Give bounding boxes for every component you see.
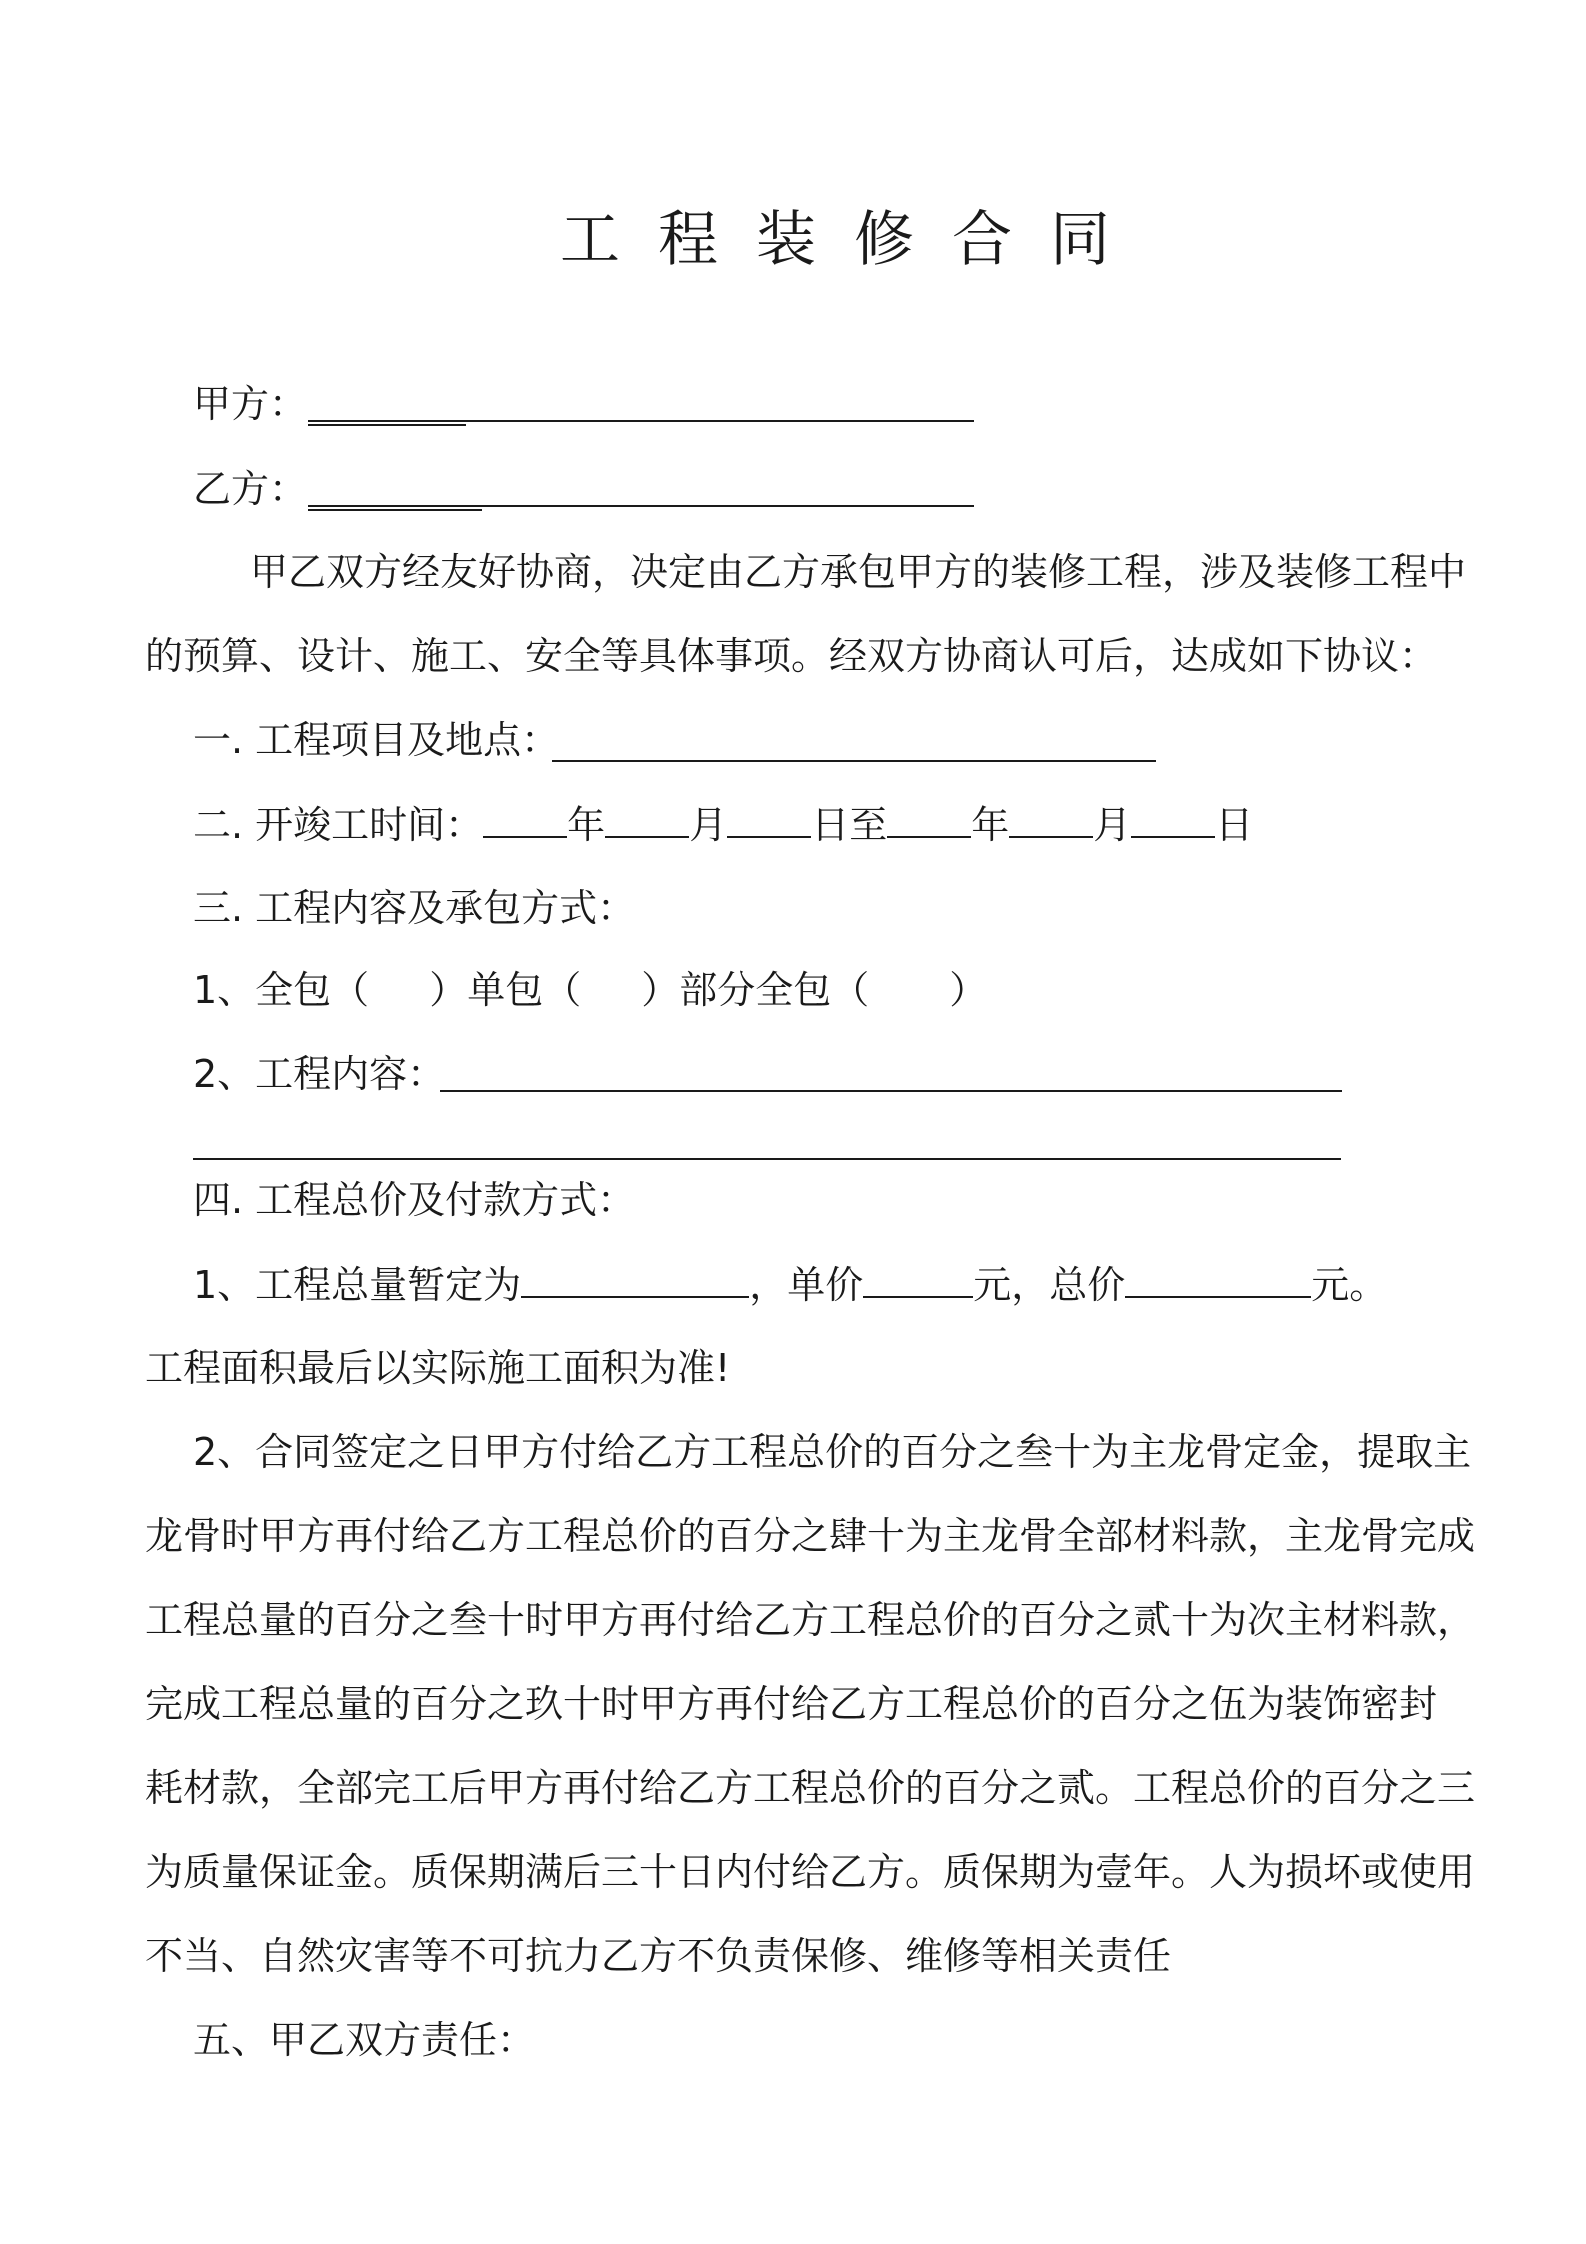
unit-price-label: ，单价 bbox=[749, 1263, 864, 1307]
project-content-underline-2[interactable] bbox=[193, 1158, 1341, 1160]
section-1-underline bbox=[552, 760, 1156, 762]
page-title: 工程装修合同 bbox=[560, 205, 1148, 275]
project-content-label: 2、工程内容： bbox=[193, 1052, 446, 1096]
section-5-label: 五、甲乙双方责任： bbox=[193, 2018, 536, 2062]
intro-line-2: 的预算、设计、施工、安全等具体事项。经双方协商认可后，达成如下协议： bbox=[145, 634, 1438, 678]
day-end-unit: 日 bbox=[1215, 803, 1254, 847]
party-a-underline-short bbox=[308, 424, 466, 426]
day-start-blank[interactable] bbox=[727, 800, 811, 838]
party-b-label: 乙方： bbox=[193, 467, 308, 511]
payment-line-7: 不当、自然灾害等不可抗力乙方不负责保修、维修等相关责任 bbox=[145, 1934, 1172, 1978]
day-to-label: 日至 bbox=[811, 803, 888, 847]
party-a-label: 甲方： bbox=[193, 382, 308, 426]
section-3-label: 三. 工程内容及承包方式： bbox=[193, 886, 636, 930]
month-start-blank[interactable] bbox=[605, 800, 689, 838]
section-1-label: 一. 工程项目及地点： bbox=[193, 718, 560, 762]
partial-contract-close: ） bbox=[949, 968, 988, 1012]
section-4-item-1 bbox=[193, 1260, 1387, 1309]
year-start-unit: 年 bbox=[567, 803, 606, 847]
party-a-underline bbox=[308, 420, 974, 422]
intro-line-1: 甲乙双方经友好协商，决定由乙方承包甲方的装修工程，涉及装修工程中 bbox=[250, 550, 1467, 594]
month-start-unit: 月 bbox=[689, 803, 728, 847]
total-price-label: 元，总价 bbox=[973, 1263, 1126, 1307]
total-quantity-label: 1、工程总量暂定为 bbox=[193, 1263, 522, 1307]
year-end-blank[interactable] bbox=[887, 800, 971, 838]
year-end-unit: 年 bbox=[971, 803, 1010, 847]
partial-contract-label: ）部分全包（ bbox=[641, 968, 870, 1012]
total-price-blank[interactable] bbox=[1125, 1260, 1311, 1298]
party-b-underline-short bbox=[308, 509, 482, 511]
total-quantity-blank[interactable] bbox=[521, 1260, 749, 1298]
payment-line-6: 为质量保证金。质保期满后三十日内付给乙方。质保期为壹年。人为损坏或使用 bbox=[145, 1850, 1476, 1894]
year-start-blank[interactable] bbox=[483, 800, 567, 838]
section-3-item-1 bbox=[193, 966, 987, 1014]
payment-line-1: 2、合同签定之日甲方付给乙方工程总价的百分之叁十为主龙骨定金，提取主 bbox=[193, 1430, 1472, 1474]
party-b-row bbox=[193, 465, 307, 513]
section-2-label: 二. 开竣工时间： bbox=[193, 803, 484, 847]
section-2-row bbox=[193, 800, 1253, 849]
payment-line-2: 龙骨时甲方再付给乙方工程总价的百分之肆十为主龙骨全部材料款，主龙骨完成 bbox=[145, 1514, 1476, 1558]
day-end-blank[interactable] bbox=[1131, 800, 1215, 838]
party-b-underline bbox=[308, 505, 974, 507]
section-4-label: 四. 工程总价及付款方式： bbox=[193, 1178, 636, 1222]
total-price-unit: 元。 bbox=[1311, 1263, 1388, 1307]
unit-price-blank[interactable] bbox=[863, 1260, 973, 1298]
section-3-item-2 bbox=[193, 1050, 445, 1098]
full-contract-label: 1、全包（ bbox=[193, 968, 370, 1012]
month-end-blank[interactable] bbox=[1009, 800, 1093, 838]
payment-line-5: 耗材款，全部完工后甲方再付给乙方工程总价的百分之贰。工程总价的百分之三 bbox=[145, 1766, 1476, 1810]
single-contract-label: ）单包（ bbox=[429, 968, 582, 1012]
payment-line-4: 完成工程总量的百分之玖十时甲方再付给乙方工程总价的百分之伍为装饰密封 bbox=[145, 1682, 1438, 1726]
payment-line-3: 工程总量的百分之叁十时甲方再付给乙方工程总价的百分之贰十为次主材料款， bbox=[145, 1598, 1476, 1642]
area-note: 工程面积最后以实际施工面积为准! bbox=[145, 1346, 731, 1390]
party-a-row bbox=[193, 380, 307, 428]
project-content-underline-1[interactable] bbox=[440, 1090, 1342, 1092]
month-end-unit: 月 bbox=[1093, 803, 1132, 847]
